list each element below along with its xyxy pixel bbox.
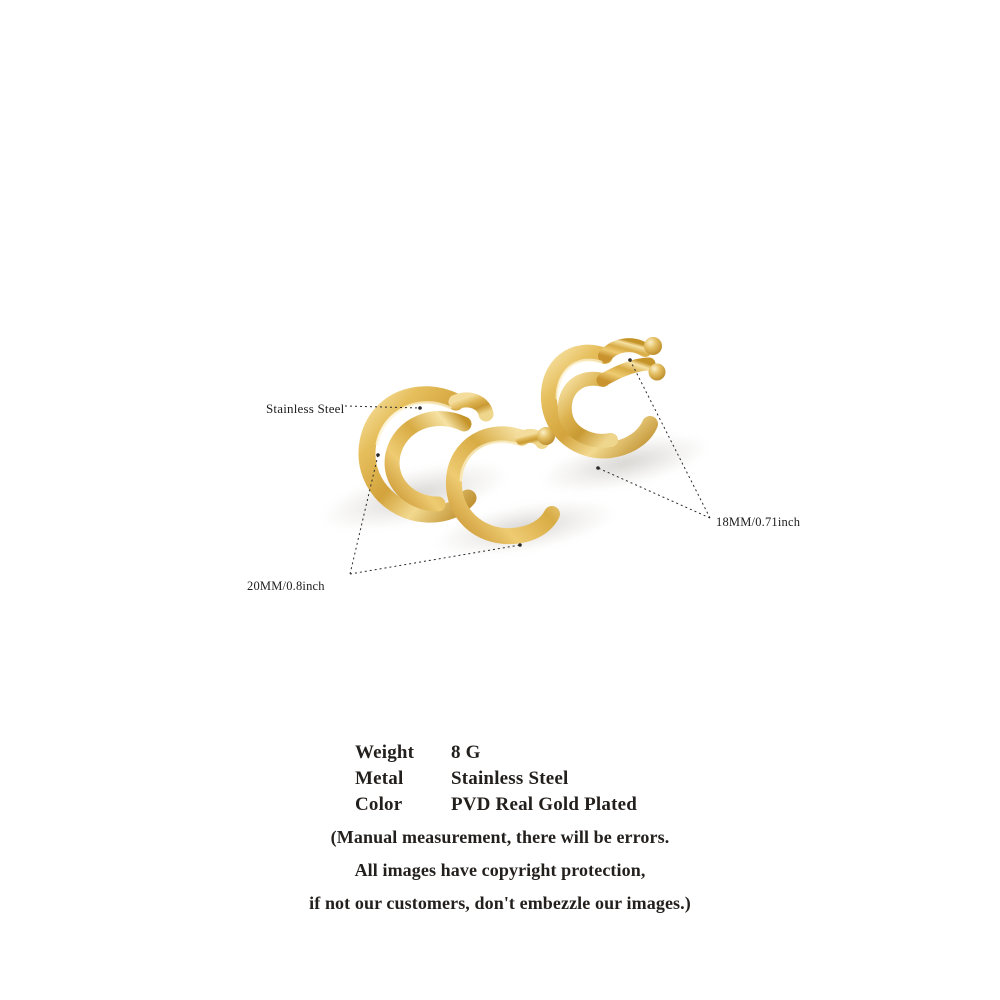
- callout-size-large-label: 20MM/0.8inch: [247, 579, 325, 593]
- spec-value-weight: 8 G: [450, 742, 481, 763]
- ear-cuff-right: [549, 337, 666, 450]
- disclaimer-line-1: (Manual measurement, there will be errors.: [330, 827, 670, 847]
- spec-key-metal: Metal: [354, 768, 404, 789]
- spec-row-color: [355, 792, 637, 818]
- spec-key-color: Color: [354, 794, 403, 815]
- ear-cuff-illustration: [300, 320, 740, 600]
- disclaimer-line-2: All images have copyright protection,: [354, 860, 646, 880]
- spec-value-color: PVD Real Gold Plated: [450, 794, 638, 815]
- callout-material-label: Stainless Steel: [266, 401, 345, 416]
- spec-value-metal: Stainless Steel: [450, 768, 569, 789]
- bead-right-lower: [649, 364, 666, 381]
- spec-key-weight: Weight: [354, 742, 415, 763]
- callout-size-small-label: 18MM/0.71inch: [716, 515, 801, 529]
- product-photo: [300, 320, 740, 600]
- spec-row-metal: [355, 766, 637, 792]
- ear-cuff-center: [454, 427, 555, 536]
- disclaimer-line-3: if not our customers, don't embezzle our images.): [309, 893, 691, 913]
- bead-right-upper: [644, 337, 662, 355]
- spec-row-weight: [355, 740, 637, 766]
- specification-block: [0, 740, 1000, 917]
